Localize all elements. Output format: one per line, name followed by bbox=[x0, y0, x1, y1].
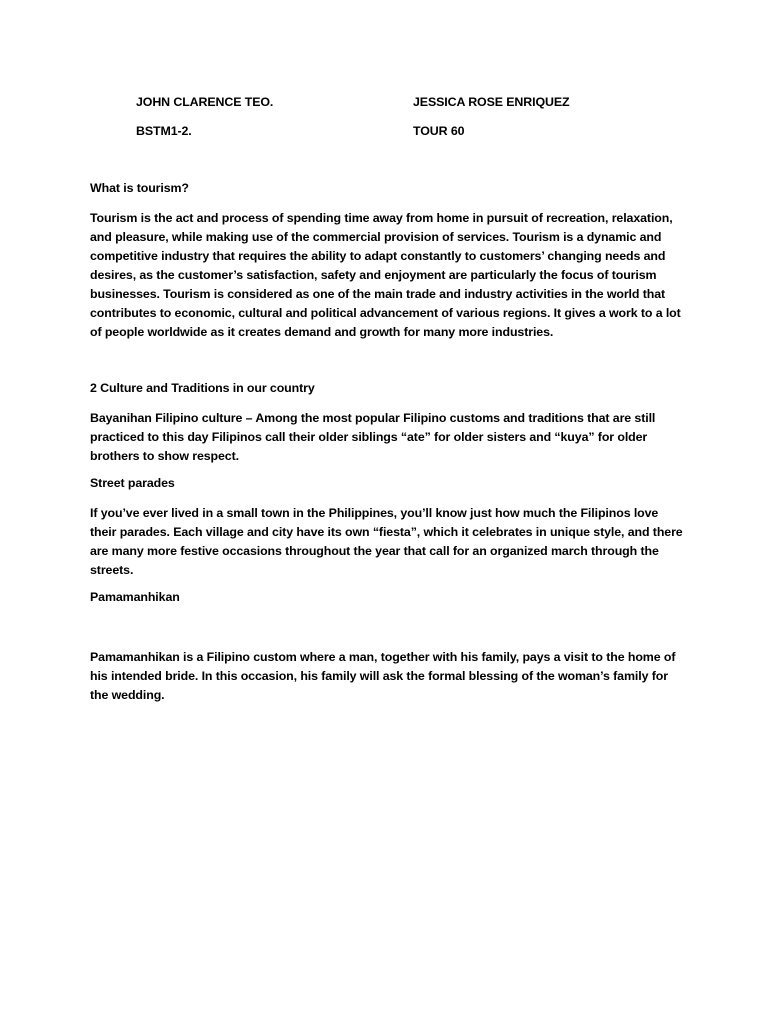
paragraph-line: Pamamanhikan is a Filipino custom where a man, together with his family, pays a visit to the home of bbox=[90, 650, 676, 664]
author-section-left: BSTM1-2. bbox=[136, 124, 192, 138]
bayanihan-paragraph bbox=[90, 409, 680, 466]
paragraph-line: of people worldwide as it creates demand and growth for many more industries. bbox=[90, 325, 554, 339]
street-parades-heading: Street parades bbox=[90, 476, 175, 490]
pamamanhikan-heading: Pamamanhikan bbox=[90, 590, 180, 604]
pamamanhikan-paragraph bbox=[90, 648, 680, 705]
paragraph-line: brothers to show respect. bbox=[90, 449, 239, 463]
paragraph-line: businesses. Tourism is considered as one of the main trade and industry activities in the world that bbox=[90, 287, 666, 301]
paragraph-line: practiced to this day Filipinos call their older siblings “ate” for older sisters and “kuya” for older bbox=[90, 430, 648, 444]
paragraph-line: the wedding. bbox=[90, 688, 165, 702]
paragraph-line: If you’ve ever lived in a small town in the Philippines, you’ll know just how much the Filipinos love bbox=[90, 506, 659, 520]
parades-paragraph bbox=[90, 504, 683, 580]
paragraph-line: their parades. Each village and city have its own “fiesta”, which it celebrates in unique style, and there bbox=[90, 525, 683, 539]
question-heading: What is tourism? bbox=[90, 181, 189, 195]
paragraph-line: Tourism is the act and process of spending time away from home in pursuit of recreation, relaxation, bbox=[90, 211, 673, 225]
author-name-left: JOHN CLARENCE TEO. bbox=[136, 95, 274, 109]
paragraph-line: desires, as the customer’s satisfaction, safety and enjoyment are particularly the focus of tourism bbox=[90, 268, 657, 282]
paragraph-line: are many more festive occasions throughout the year that call for an organized march through the bbox=[90, 544, 659, 558]
culture-heading: 2 Culture and Traditions in our country bbox=[90, 381, 315, 395]
paragraph-line: contributes to economic, cultural and political advancement of various regions. It gives a work to a lot bbox=[90, 306, 681, 320]
paragraph-line: and pleasure, while making use of the commercial provision of services. Tourism is a dynamic and bbox=[90, 230, 662, 244]
tourism-paragraph bbox=[90, 209, 680, 342]
paragraph-line: streets. bbox=[90, 563, 134, 577]
author-section-right: TOUR 60 bbox=[413, 124, 465, 138]
paragraph-line: Bayanihan Filipino culture – Among the most popular Filipino customs and traditions that are still bbox=[90, 411, 656, 425]
author-name-right: JESSICA ROSE ENRIQUEZ bbox=[413, 95, 570, 109]
paragraph-line: his intended bride. In this occasion, his family will ask the formal blessing of the woman’s family for bbox=[90, 669, 668, 683]
paragraph-line: competitive industry that requires the ability to adapt constantly to customers’ changing needs and bbox=[90, 249, 666, 263]
